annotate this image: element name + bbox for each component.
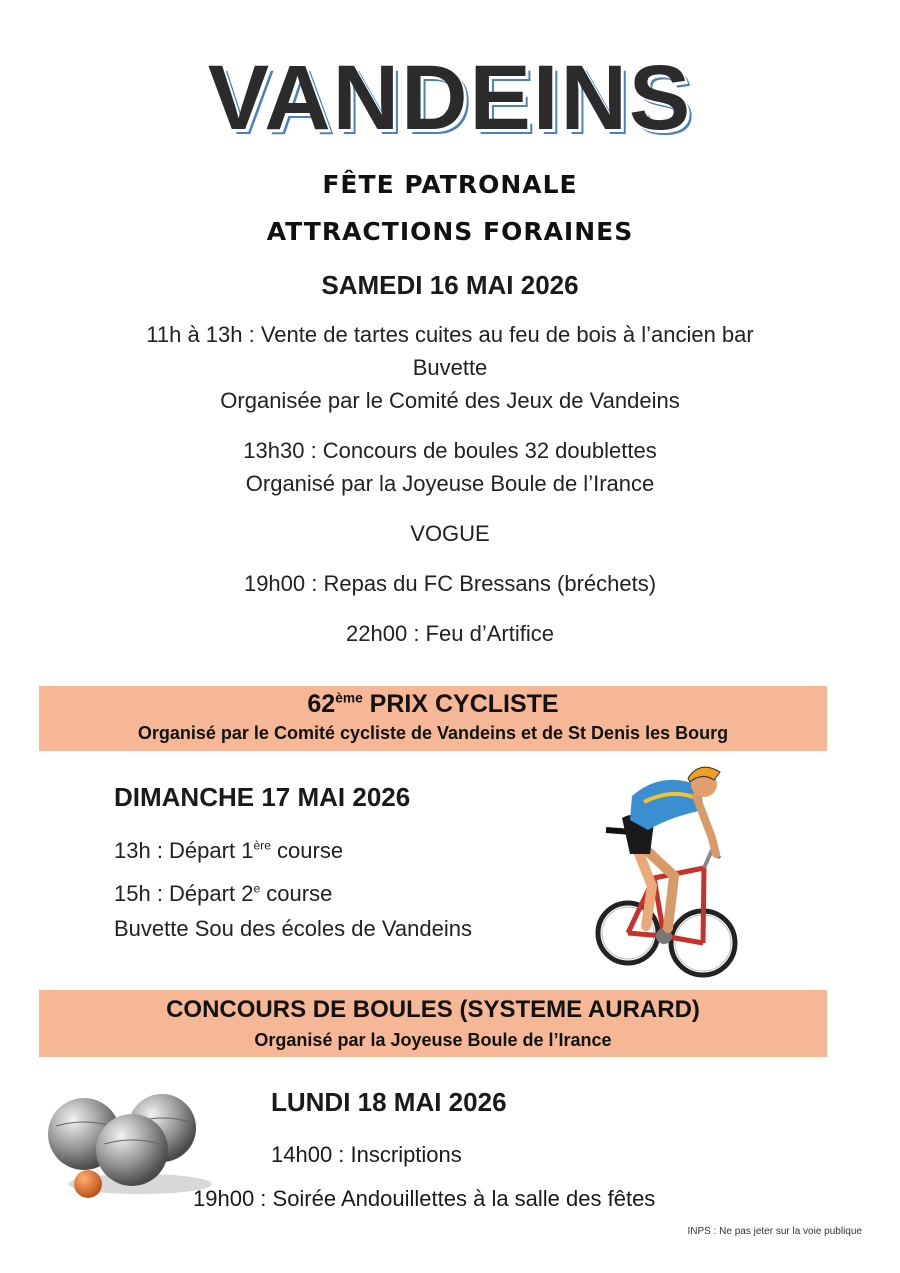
page-title: VANDEINS	[207, 47, 693, 149]
saturday-line: VOGUE	[410, 521, 490, 546]
footnote: INPS : Ne pas jeter sur la voie publique	[687, 1226, 862, 1237]
prix-number: 62	[307, 690, 336, 718]
prix-title-text: PRIX CYCLISTE	[362, 690, 559, 718]
saturday-line: Buvette	[412, 355, 488, 380]
prix-cycliste-title	[39, 690, 827, 719]
sunday-line-text: course	[270, 838, 344, 863]
sunday-line: Buvette Sou des écoles de Vandeins	[114, 916, 472, 941]
subtitle-attractions-foraines: ATTRACTIONS FORAINES	[266, 217, 634, 246]
saturday-line: Organisée par le Comité des Jeux de Vandeins	[220, 388, 680, 413]
sunday-date: DIMANCHE 17 MAI 2026	[114, 782, 411, 812]
petanque-balls-illustration	[40, 1088, 220, 1200]
sunday-line	[114, 881, 332, 907]
concours-boules-title: CONCOURS DE BOULES (SYSTEME AURARD)	[166, 996, 700, 1023]
concours-boules-organizer: Organisé par la Joyeuse Boule de l’Irance	[254, 1030, 612, 1050]
sunday-line	[114, 838, 343, 864]
sunday-line-text: 15h : Départ 2	[114, 881, 254, 906]
monday-line: 14h00 : Inscriptions	[271, 1142, 462, 1167]
monday-line: 19h00 : Soirée Andouillettes à la salle des fêtes	[193, 1186, 656, 1211]
prix-cycliste-banner	[39, 686, 827, 751]
monday-date: LUNDI 18 MAI 2026	[271, 1087, 507, 1117]
sunday-line-text: 13h : Départ 1	[114, 838, 254, 863]
saturday-line: 11h à 13h : Vente de tartes cuites au feu de bois à l’ancien bar	[146, 322, 754, 347]
subtitle-fete-patronale: FÊTE PATRONALE	[322, 170, 578, 199]
saturday-line: Organisé par la Joyeuse Boule de l’Irance	[245, 471, 655, 496]
saturday-date: SAMEDI 16 MAI 2026	[321, 270, 579, 300]
sunday-line-text: course	[260, 881, 333, 906]
prix-number-suffix: ème	[335, 690, 363, 706]
cyclist-illustration	[592, 758, 744, 986]
sunday-line-suffix: ère	[253, 838, 271, 853]
concours-boules-banner	[39, 990, 827, 1057]
saturday-line: 13h30 : Concours de boules 32 doublettes	[243, 438, 657, 463]
saturday-line: 19h00 : Repas du FC Bressans (bréchets)	[243, 571, 657, 596]
prix-organizer: Organisé par le Comité cycliste de Vandeins et de St Denis les Bourg	[137, 723, 729, 743]
sunday-line-suffix: e	[253, 881, 261, 896]
saturday-line: 22h00 : Feu d’Artifice	[346, 621, 554, 646]
